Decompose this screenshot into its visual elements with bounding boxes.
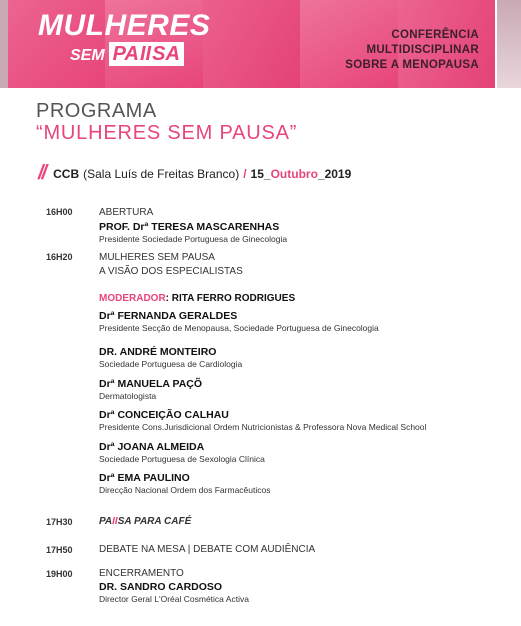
venue-date-suffix: _2019 <box>317 166 352 181</box>
agenda-label: ENCERRAMENTO <box>99 568 184 579</box>
moderator-line <box>99 293 295 304</box>
venue-month: Outubro <box>270 166 318 181</box>
speaker-entry <box>99 346 242 369</box>
venue-line <box>38 162 351 185</box>
venue-separator: / <box>243 166 247 181</box>
event-logo <box>38 11 210 66</box>
speaker-role: Dermatologista <box>99 391 157 401</box>
pause-pa: PA <box>99 516 113 527</box>
speaker-entry <box>99 441 265 464</box>
logo-sem: SEM <box>70 46 105 64</box>
session-title-line1: MULHERES SEM PAUSA <box>99 252 215 263</box>
banner-right-photo <box>497 0 521 88</box>
speaker-role: Presidente Secção de Menopausa, Sociedade Portuguesa de Ginecologia <box>99 323 379 333</box>
venue-date-prefix: 15_ <box>250 166 271 181</box>
conference-title-line1: CONFERÊNCIA MULTIDISCIPLINAR <box>366 29 479 56</box>
program-title: “MULHERES SEM PAUSA” <box>36 122 298 144</box>
agenda-time: 17H50 <box>46 545 73 555</box>
speaker-role: Direcção Nacional Ordem dos Farmacêuticos <box>99 485 271 495</box>
speaker-entry <box>99 310 379 333</box>
speaker-role: Presidente Cons.Jurisdicional Ordem Nutricionistas & Professora Nova Medical School <box>99 422 427 432</box>
moderator-label: MODERADOR <box>99 293 166 304</box>
speaker-role: Sociedade Portuguesa de Cardiologia <box>99 359 243 369</box>
logo-line1: MULHERES <box>38 9 211 42</box>
agenda-time: 16H20 <box>46 252 73 262</box>
speaker-name: Drª MANUELA PAÇÕ <box>99 378 203 390</box>
venue-slash-icon: // <box>38 162 46 184</box>
venue-code: CCB <box>53 166 80 181</box>
speaker-name: Drª CONCEIÇÃO CALHAU <box>99 409 229 421</box>
logo-line2 <box>70 42 210 66</box>
speaker-entry <box>99 409 426 432</box>
logo-pa: PA <box>112 42 139 65</box>
program-label: PROGRAMA <box>36 100 157 122</box>
pause-rest: SA PARA CAFÉ <box>117 516 192 527</box>
banner-left-edge <box>0 0 8 88</box>
agenda-item-session <box>99 252 243 277</box>
session-title-line2: A VISÃO DOS ESPECIALISTAS <box>99 266 243 277</box>
speaker-name: DR. SANDRO CARDOSO <box>99 581 223 593</box>
speaker-name: Drª JOANA ALMEIDA <box>99 441 205 453</box>
logo-pausa <box>109 42 184 66</box>
speaker-role: Sociedade Portuguesa de Sexologia Clínica <box>99 454 265 464</box>
speaker-entry <box>99 378 202 401</box>
speaker-name: Drª FERNANDA GERALDES <box>99 310 238 322</box>
agenda-item-debate: DEBATE NA MESA | DEBATE COM AUDIÊNCIA <box>99 544 316 555</box>
conference-title <box>279 28 479 73</box>
agenda-item-opening <box>99 207 287 244</box>
conference-title-line2: SOBRE A MENOPAUSA <box>345 59 479 71</box>
agenda-time: 16H00 <box>46 207 73 217</box>
logo-bars: II <box>139 42 152 65</box>
pause-bars: II <box>112 516 118 527</box>
moderator-name: : RITA FERRO RODRIGUES <box>165 293 296 304</box>
agenda-label: ABERTURA <box>99 207 154 218</box>
header-banner <box>8 0 495 88</box>
agenda-item-closing <box>99 568 249 604</box>
speaker-role: Director Geral L'Oréal Cosmética Activa <box>99 594 249 604</box>
speaker-role: Presidente Sociedade Portuguesa de Ginecologia <box>99 234 288 244</box>
agenda-time: 19H00 <box>46 569 73 579</box>
logo-sa: SA <box>152 42 180 65</box>
speaker-name: PROF. Drª TERESA MASCARENHAS <box>99 221 280 233</box>
agenda-time: 17H30 <box>46 517 73 527</box>
venue-room: (Sala Luís de Freitas Branco) <box>83 166 240 181</box>
agenda-item-coffee-break <box>99 516 191 527</box>
speaker-name: Drª EMA PAULINO <box>99 472 190 484</box>
speaker-name: DR. ANDRÉ MONTEIRO <box>99 346 217 358</box>
speaker-entry <box>99 472 270 495</box>
